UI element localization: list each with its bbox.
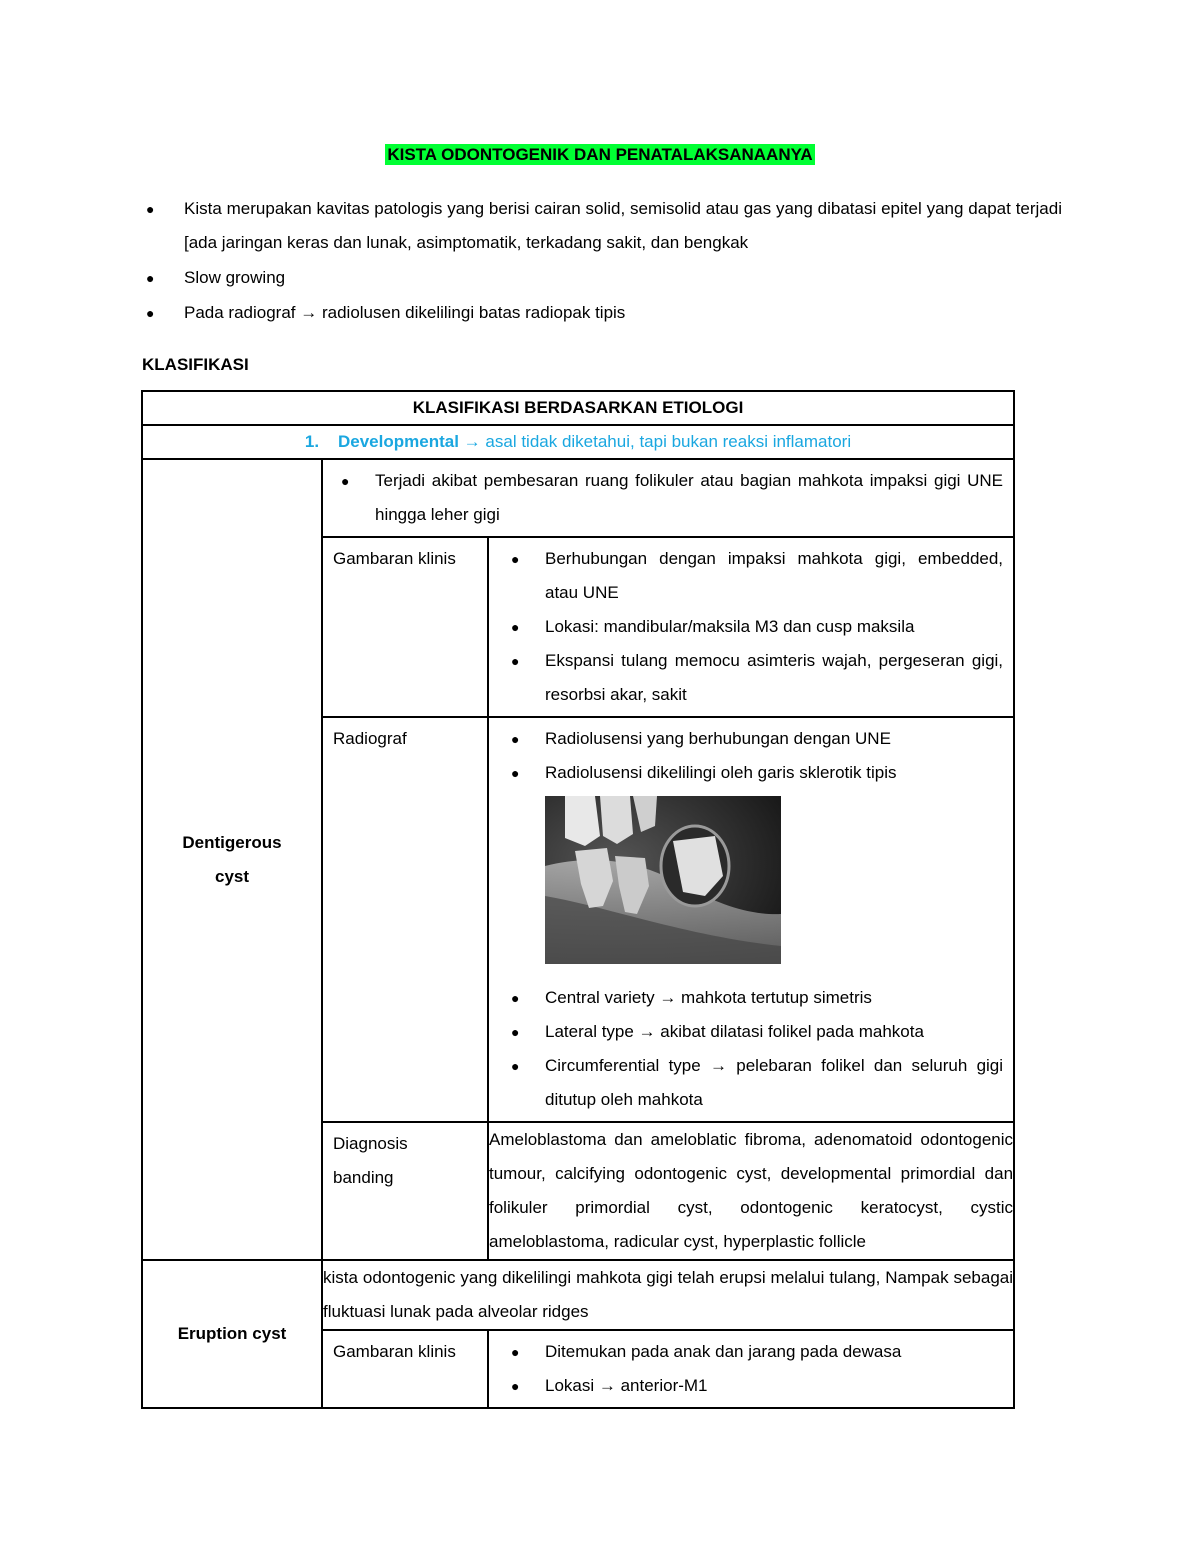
radiograf-item: ● Central variety → mahkota tertutup simetris	[499, 981, 1003, 1015]
section-heading: KLASIFIKASI	[142, 355, 249, 374]
bullet-icon: ●	[511, 731, 520, 747]
bullet-icon: ●	[511, 1378, 520, 1394]
radiograph-image	[545, 796, 781, 964]
bullet-icon: ●	[341, 473, 350, 489]
bullet-icon: ●	[511, 551, 520, 567]
radiograf-item: ● Lateral type → akibat dilatasi folikel pada mahkota	[499, 1015, 1003, 1049]
bullet-icon: ●	[511, 1344, 520, 1360]
diagnosis-text: Ameloblastoma dan ameloblatic fibroma, adenomatoid odontogenic tumour, calcifying odontogenic cyst, developmental primordial dan folikuler primordial cyst, odontogenic keratocyst, cystic ameloblastoma, radicular cyst, hyperplastic follicle	[488, 1122, 1014, 1260]
intro-bullet-1: ● Kista merupakan kavitas patologis yang berisi cairan solid, semisolid atau gas yang dibatasi epitel yang dapat terjadi [ada jaringan keras dan lunak, asimptomatik, terkadang sakit, dan bengkak	[142, 192, 1062, 260]
bullet-icon: ●	[146, 305, 155, 321]
radiograf-item: ● Circumferential type → pelebaran folikel dan seluruh gigi ditutup oleh mahkota	[499, 1049, 1003, 1117]
bullet-icon: ●	[146, 270, 155, 286]
eruption-klinis-item: ● Ditemukan pada anak dan jarang pada dewasa	[499, 1335, 1003, 1369]
radiograf-label: Radiograf	[322, 717, 488, 1122]
intro-bullet-2: ● Slow growing	[142, 261, 1062, 295]
dentigerous-intro: ● Terjadi akibat pembesaran ruang folikuler atau bagian mahkota impaksi gigi UNE hingga leher gigi	[329, 464, 1003, 532]
dentigerous-intro-cell	[322, 459, 1014, 537]
klinis-item: ● Lokasi: mandibular/maksila M3 dan cusp maksila	[499, 610, 1003, 644]
klinis-label: Gambaran klinis	[322, 537, 488, 717]
eruption-klinis-label: Gambaran klinis	[322, 1330, 488, 1408]
subheader-bold: Developmental	[338, 432, 459, 451]
eruption-klinis-cell	[488, 1330, 1014, 1408]
bullet-icon: ●	[511, 765, 520, 781]
eruption-klinis-item: ● Lokasi → anterior-M1	[499, 1369, 1003, 1403]
bullet-icon: ●	[511, 1058, 520, 1074]
bullet-icon: ●	[511, 990, 520, 1006]
title-highlight: KISTA ODONTOGENIK DAN PENATALAKSANAANYA	[387, 145, 813, 164]
intro-bullet-3: ● Pada radiograf → radiolusen dikelilingi batas radiopak tipis	[142, 296, 1062, 330]
subheader-number: 1.	[304, 432, 320, 451]
klinis-cell	[488, 537, 1014, 717]
table-subheader	[142, 425, 1014, 459]
dentigerous-cyst-label: Dentigerous cyst	[142, 459, 322, 1260]
intro-list	[142, 192, 1062, 331]
bullet-icon: ●	[146, 201, 155, 217]
bullet-icon: ●	[511, 1024, 520, 1040]
radiograf-cell	[488, 717, 1014, 1122]
arrow-icon: →	[463, 432, 481, 451]
bullet-icon: ●	[511, 619, 520, 635]
eruption-cyst-label: Eruption cyst	[142, 1260, 322, 1408]
table-header: KLASIFIKASI BERDASARKAN ETIOLOGI	[142, 391, 1014, 425]
subheader-rest: asal tidak diketahui, tapi bukan reaksi inflamatori	[485, 432, 852, 451]
eruption-intro: kista odontogenic yang dikelilingi mahkota gigi telah erupsi melalui tulang, Nampak sebagai fluktuasi lunak pada alveolar ridges	[322, 1260, 1014, 1330]
klinis-item: ● Berhubungan dengan impaksi mahkota gigi, embedded, atau UNE	[499, 542, 1003, 610]
classification-table	[141, 390, 1015, 1409]
diagnosis-label: Diagnosis banding	[322, 1122, 488, 1260]
bullet-icon: ●	[511, 653, 520, 669]
radiograf-item: ● Radiolusensi yang berhubungan dengan UNE	[499, 722, 1003, 756]
document-title	[0, 145, 1200, 165]
klinis-item: ● Ekspansi tulang memocu asimteris wajah, pergeseran gigi, resorbsi akar, sakit	[499, 644, 1003, 712]
radiograf-item: ● Radiolusensi dikelilingi oleh garis sklerotik tipis	[499, 756, 1003, 790]
